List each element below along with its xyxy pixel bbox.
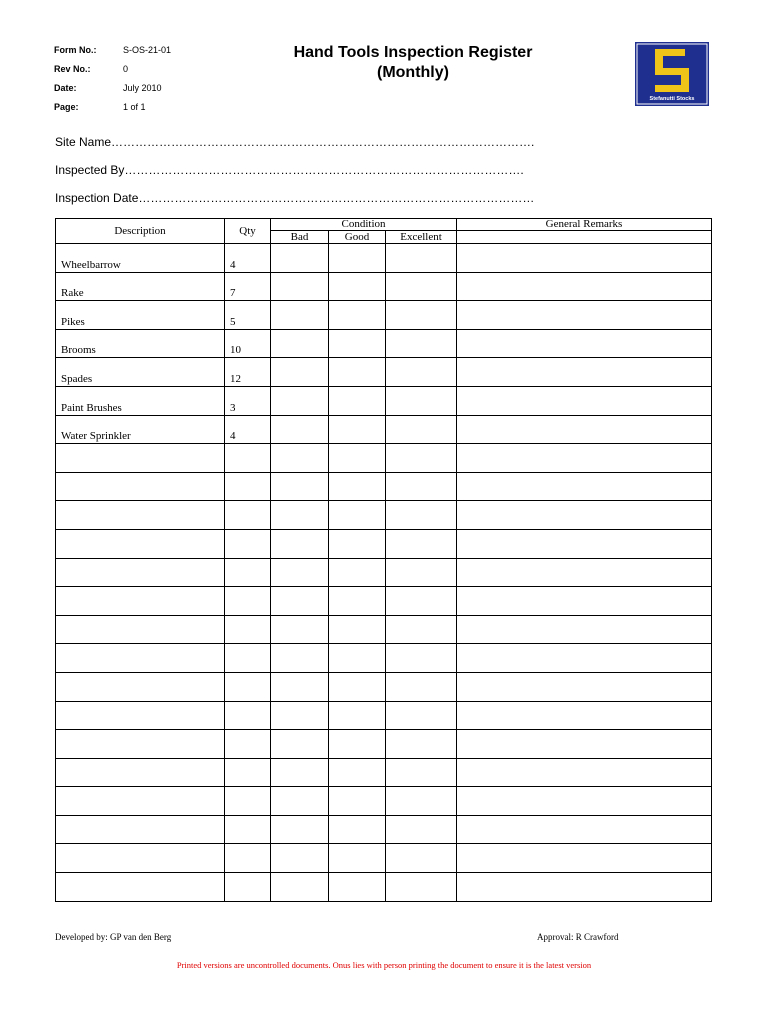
cell-good[interactable] [329,672,386,701]
title-line-2: (Monthly) [377,64,449,81]
cell-remarks[interactable] [457,529,712,558]
cell-excellent[interactable] [386,787,457,816]
cell-qty: 4 [225,244,271,273]
cell-bad[interactable] [271,558,329,587]
company-logo [635,42,709,106]
cell-bad[interactable] [271,329,329,358]
header-bad: Bad [271,231,329,244]
cell-good[interactable] [329,844,386,873]
cell-excellent[interactable] [386,415,457,444]
table-row [56,444,712,473]
cell-qty [225,644,271,673]
cell-excellent[interactable] [386,529,457,558]
table-row [56,472,712,501]
cell-good[interactable] [329,758,386,787]
cell-qty [225,501,271,530]
cell-remarks[interactable] [457,272,712,301]
cell-bad[interactable] [271,272,329,301]
header-description: Description [56,219,225,244]
cell-excellent[interactable] [386,730,457,759]
uncontrolled-document-note: Printed versions are uncontrolled documents. Onus lies with person printing the document to ensure it is the latest version [176,960,592,970]
inspected-by-field[interactable]: Inspected By………………………………………………………………………………………. [55,163,524,177]
form-meta [54,44,171,120]
page-label: Page: [54,102,79,112]
approval: Approval: R Crawford [537,932,619,942]
cell-good[interactable] [329,386,386,415]
table-row [56,244,712,273]
cell-qty [225,558,271,587]
cell-description: Water Sprinkler [56,415,225,444]
cell-description [56,444,225,473]
cell-description [56,644,225,673]
cell-bad[interactable] [271,730,329,759]
cell-remarks[interactable] [457,358,712,387]
cell-good[interactable] [329,644,386,673]
date-value: July 2010 [123,83,162,93]
cell-remarks[interactable] [457,873,712,902]
table-row [56,844,712,873]
cell-description [56,558,225,587]
cell-good[interactable] [329,615,386,644]
title-line-1: Hand Tools Inspection Register [293,44,533,61]
cell-bad[interactable] [271,529,329,558]
table-row [56,644,712,673]
cell-bad[interactable] [271,244,329,273]
cell-good[interactable] [329,701,386,730]
cell-remarks[interactable] [457,844,712,873]
cell-description [56,873,225,902]
cell-good[interactable] [329,501,386,530]
cell-excellent[interactable] [386,758,457,787]
developed-by: Developed by: GP van den Berg [55,932,172,942]
cell-excellent[interactable] [386,615,457,644]
cell-remarks[interactable] [457,444,712,473]
cell-bad[interactable] [271,415,329,444]
table-row [56,615,712,644]
cell-excellent[interactable] [386,329,457,358]
table-row [56,415,712,444]
cell-bad[interactable] [271,472,329,501]
cell-qty [225,815,271,844]
cell-qty [225,787,271,816]
cell-good[interactable] [329,529,386,558]
cell-remarks[interactable] [457,301,712,330]
cell-excellent[interactable] [386,644,457,673]
cell-qty [225,529,271,558]
cell-description [56,758,225,787]
cell-remarks[interactable] [457,415,712,444]
cell-qty: 3 [225,386,271,415]
cell-description [56,701,225,730]
cell-remarks[interactable] [457,587,712,616]
cell-bad[interactable] [271,787,329,816]
cell-excellent[interactable] [386,873,457,902]
cell-bad[interactable] [271,644,329,673]
cell-description [56,615,225,644]
cell-bad[interactable] [271,844,329,873]
cell-excellent[interactable] [386,501,457,530]
cell-excellent[interactable] [386,358,457,387]
header-excellent: Excellent [386,231,457,244]
date-label: Date: [54,83,77,93]
inspection-table [55,218,712,902]
cell-good[interactable] [329,587,386,616]
cell-bad[interactable] [271,301,329,330]
cell-bad[interactable] [271,672,329,701]
cell-qty [225,672,271,701]
cell-remarks[interactable] [457,730,712,759]
cell-description [56,587,225,616]
cell-qty [225,730,271,759]
document-title [248,43,578,83]
header-remarks-blank [457,231,712,244]
table-row [56,529,712,558]
cell-good[interactable] [329,329,386,358]
stefanutti-logo-icon [635,42,709,106]
table-row [56,558,712,587]
site-name-field[interactable]: Site Name……………………………………………………………………………………………. [55,135,535,149]
rev-no-value: 0 [123,64,129,74]
cell-remarks[interactable] [457,787,712,816]
cell-description [56,529,225,558]
cell-good[interactable] [329,873,386,902]
cell-description: Spades [56,358,225,387]
table-row [56,672,712,701]
cell-qty: 7 [225,272,271,301]
cell-remarks[interactable] [457,815,712,844]
cell-remarks[interactable] [457,244,712,273]
cell-good[interactable] [329,358,386,387]
cell-remarks[interactable] [457,758,712,787]
cell-qty [225,472,271,501]
cell-bad[interactable] [271,758,329,787]
cell-good[interactable] [329,558,386,587]
inspection-date-field[interactable]: Inspection Date……………………………………………………………………………………… [55,191,535,205]
cell-remarks[interactable] [457,644,712,673]
cell-excellent[interactable] [386,844,457,873]
cell-description: Wheelbarrow [56,244,225,273]
table-row [56,272,712,301]
form-no-label: Form No.: [54,45,97,55]
cell-qty [225,444,271,473]
cell-good[interactable] [329,272,386,301]
header-good: Good [329,231,386,244]
cell-remarks[interactable] [457,501,712,530]
table-row [56,701,712,730]
cell-remarks[interactable] [457,329,712,358]
cell-description [56,844,225,873]
page-value: 1 of 1 [123,102,146,112]
cell-remarks[interactable] [457,701,712,730]
cell-excellent[interactable] [386,587,457,616]
cell-description [56,672,225,701]
table-row [56,787,712,816]
cell-remarks[interactable] [457,615,712,644]
cell-excellent[interactable] [386,672,457,701]
cell-description: Paint Brushes [56,386,225,415]
cell-description: Brooms [56,329,225,358]
cell-qty [225,587,271,616]
cell-bad[interactable] [271,815,329,844]
header-remarks: General Remarks [457,219,712,231]
cell-good[interactable] [329,244,386,273]
cell-bad[interactable] [271,386,329,415]
cell-bad[interactable] [271,587,329,616]
cell-excellent[interactable] [386,558,457,587]
rev-no-label: Rev No.: [54,64,91,74]
cell-excellent[interactable] [386,472,457,501]
table-row [56,301,712,330]
cell-qty: 10 [225,329,271,358]
cell-excellent[interactable] [386,444,457,473]
cell-qty [225,844,271,873]
table-row [56,501,712,530]
cell-qty: 4 [225,415,271,444]
cell-good[interactable] [329,415,386,444]
cell-description: Pikes [56,301,225,330]
cell-bad[interactable] [271,444,329,473]
table-row [56,386,712,415]
cell-bad[interactable] [271,873,329,902]
cell-bad[interactable] [271,701,329,730]
cell-excellent[interactable] [386,244,457,273]
cell-description [56,501,225,530]
header-qty: Qty [225,219,271,244]
cell-good[interactable] [329,787,386,816]
cell-good[interactable] [329,472,386,501]
logo-company-text: Stefanutti Stocks [649,96,695,102]
table-row [56,758,712,787]
cell-excellent[interactable] [386,815,457,844]
cell-good[interactable] [329,815,386,844]
cell-bad[interactable] [271,358,329,387]
table-row [56,329,712,358]
cell-qty [225,758,271,787]
cell-remarks[interactable] [457,472,712,501]
cell-qty: 5 [225,301,271,330]
table-row [56,873,712,902]
form-no-value: S-OS-21-01 [123,45,172,55]
cell-excellent[interactable] [386,701,457,730]
cell-good[interactable] [329,444,386,473]
cell-bad[interactable] [271,615,329,644]
header-condition: Condition [271,219,457,231]
cell-excellent[interactable] [386,272,457,301]
table-row [56,730,712,759]
cell-excellent[interactable] [386,301,457,330]
cell-description [56,787,225,816]
cell-qty: 12 [225,358,271,387]
cell-description: Rake [56,272,225,301]
cell-qty [225,615,271,644]
cell-qty [225,701,271,730]
cell-description [56,815,225,844]
cell-remarks[interactable] [457,386,712,415]
cell-remarks[interactable] [457,672,712,701]
table-row [56,815,712,844]
cell-good[interactable] [329,730,386,759]
cell-bad[interactable] [271,501,329,530]
cell-qty [225,873,271,902]
cell-remarks[interactable] [457,558,712,587]
cell-good[interactable] [329,301,386,330]
cell-description [56,472,225,501]
table-row [56,587,712,616]
cell-description [56,730,225,759]
cell-excellent[interactable] [386,386,457,415]
table-row [56,358,712,387]
